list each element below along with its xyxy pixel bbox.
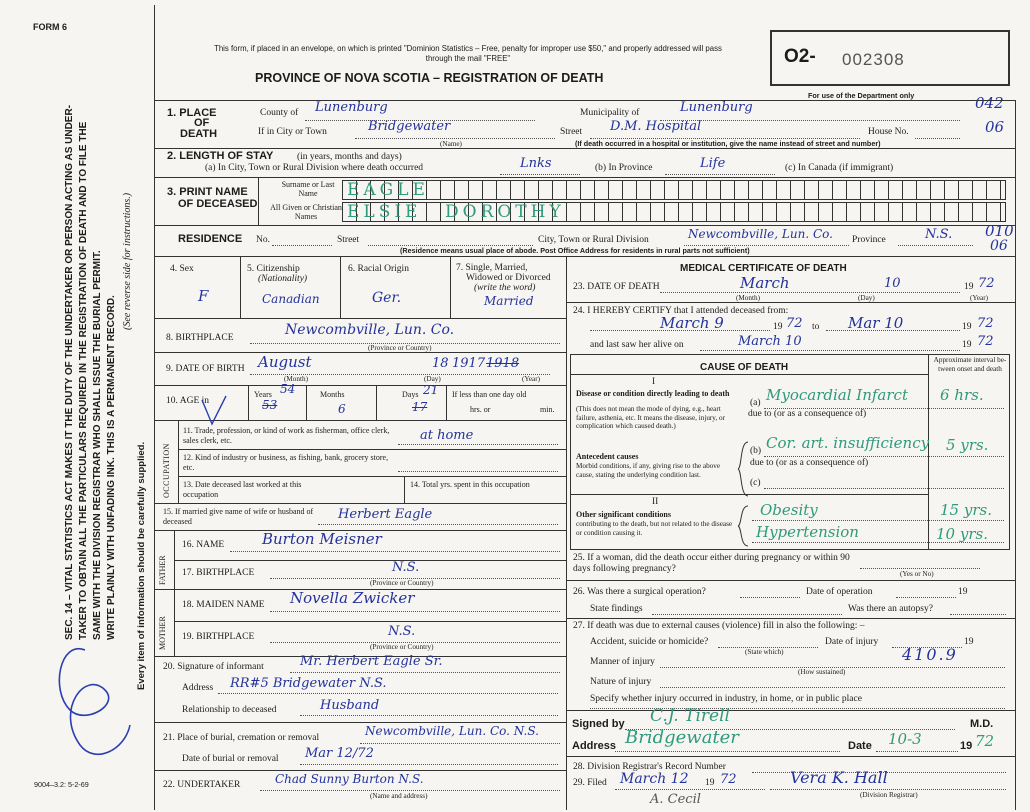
- certify-from: March 9: [660, 314, 724, 332]
- page-title: PROVINCE OF NOVA SCOTIA – REGISTRATION OF DEATH: [255, 71, 604, 85]
- residence-label: RESIDENCE: [178, 233, 243, 245]
- cause-a-interval: 6 hrs.: [940, 386, 984, 404]
- other-1-interval: 15 yrs.: [940, 501, 992, 519]
- form-left-border: [154, 5, 155, 810]
- father-side-label: FATHER: [158, 555, 167, 585]
- divider: [340, 256, 341, 318]
- burial-place-line: [360, 743, 560, 744]
- residence-street-label: Street: [337, 235, 360, 245]
- interval-label: Approximate interval be-tween onset and death: [933, 356, 1007, 373]
- occupation-q14: 14. Total yrs. spent in this occupation: [410, 480, 530, 489]
- q25-caption: (Yes or No): [900, 570, 934, 578]
- dod-day-caption: (Day): [858, 294, 875, 302]
- divider: [446, 385, 447, 420]
- reg-prefix: O2-: [784, 46, 816, 67]
- certify-label: 24. I HEREBY CERTIFY that I attended deceased from:: [573, 306, 789, 316]
- q26-line: [740, 597, 800, 598]
- occupation-a12-line: [398, 471, 558, 472]
- place-label-1: 1. PLACE: [167, 107, 217, 119]
- dob-label: 9. DATE OF BIRTH: [166, 364, 245, 374]
- marital-label-3: (write the word): [474, 283, 536, 293]
- burial-place-label: 21. Place of burial, cremation or removal: [163, 733, 320, 743]
- age-years: 54: [280, 382, 296, 396]
- age-less-label: If less than one day old: [452, 390, 527, 399]
- divider: [178, 449, 566, 450]
- dod-year-caption: (Year): [970, 294, 989, 302]
- residence-city-value: Newcombville, Lun. Co.: [688, 227, 833, 241]
- dob-day: 18: [432, 356, 449, 371]
- surname-boxes: [342, 180, 1006, 200]
- state-findings-line: [652, 614, 842, 615]
- citizenship-sub: (Nationality): [258, 274, 308, 284]
- father-birthplace-caption: (Province or Country): [370, 579, 434, 587]
- divider: [174, 530, 175, 656]
- municipality-value: Lunenburg: [680, 100, 753, 115]
- racial-label: 6. Racial Origin: [348, 264, 409, 274]
- column-divider: [566, 256, 567, 810]
- surname-label: Surname or Last Name: [281, 180, 335, 198]
- birthplace-caption: (Province or Country): [368, 344, 432, 352]
- cause-c-label: (c): [750, 478, 761, 488]
- certify-to-year: 72: [977, 316, 994, 331]
- occupation-q13: 13. Date deceased last worked at this occupation: [183, 480, 302, 499]
- divider: [570, 494, 928, 495]
- other-note: contributing to the death, but not related to the disease or condition causing it.: [576, 520, 733, 537]
- registration-number-box: [770, 30, 1010, 86]
- sig-date-value: 10-3: [888, 730, 922, 748]
- md-label: M.D.: [970, 718, 994, 730]
- divider: [154, 256, 1016, 257]
- mother-maiden-value: Novella Zwicker: [290, 589, 415, 607]
- divider: [154, 503, 566, 504]
- spouse-line: [318, 524, 558, 525]
- q27-label: 27. If death was due to external causes (violence) fill in also the following: –: [573, 621, 865, 631]
- handwritten-mark-icon: [25, 630, 155, 770]
- residence-no-line: [272, 245, 332, 246]
- antecedent-note: Morbid conditions, if any, giving rise to the above cause, stating the underlying condition last.: [576, 462, 721, 479]
- informant-addr-label: Address: [182, 683, 214, 693]
- city-value: Bridgewater: [368, 119, 451, 134]
- dept-code-2: 06: [985, 118, 1005, 136]
- sig-year: 72: [975, 732, 995, 750]
- dod-day: 10: [884, 276, 901, 291]
- manner-caption: (How sustained): [798, 668, 846, 676]
- sex-value: F: [198, 287, 209, 305]
- divider: [240, 256, 241, 318]
- other-title: Other significant conditions: [576, 510, 671, 519]
- sig-addr-label: Address: [572, 740, 617, 752]
- signed-label: Signed by: [572, 718, 625, 730]
- mother-side-label: MOTHER: [158, 616, 167, 650]
- street-label: Street: [560, 127, 583, 137]
- marital-label-1: 7. Single, Married,: [456, 263, 528, 273]
- place-label-2: OF: [194, 117, 210, 129]
- autopsy-line: [950, 614, 1006, 615]
- divider: [566, 302, 1015, 303]
- manner-label: Manner of injury: [590, 657, 655, 667]
- disease-title: Disease or condition directly leading to death: [576, 389, 730, 398]
- filed-year-prefix: 19: [705, 778, 715, 788]
- cause-b-line: [764, 456, 1004, 457]
- antecedent-title: Antecedent causes: [576, 452, 639, 461]
- dod-month: March: [740, 274, 790, 292]
- divider: [154, 770, 566, 771]
- name-caption: (Name): [440, 140, 462, 148]
- dept-code-4: 06: [990, 238, 1008, 254]
- age-label: 10. AGE in: [166, 396, 210, 406]
- q26-date-line: [896, 597, 956, 598]
- lastsaw-year-prefix: 19: [962, 340, 972, 350]
- other-2-interval: 10 yrs.: [936, 525, 988, 543]
- dob-day-caption: (Day): [424, 375, 441, 383]
- divider: [178, 420, 179, 503]
- divider: [178, 476, 566, 477]
- side-text-6: Every item of information should be carefully supplied.: [136, 441, 147, 690]
- cause-dueto-2: due to (or as a consequence of): [750, 458, 869, 468]
- bracket-icon: [736, 440, 750, 498]
- stay-label: 2. LENGTH OF STAY: [167, 150, 274, 162]
- stay-line-b: (b) In Province: [595, 163, 653, 173]
- given-name-value-1: ELSIE: [347, 202, 422, 222]
- q26-date-label: Date of operation: [806, 587, 873, 597]
- hospital-note: (If death occurred in a hospital or institution, give the name instead of street and number): [575, 139, 881, 148]
- dept-use-label: For use of the Department only: [808, 91, 915, 100]
- divider: [566, 580, 1015, 581]
- filed-value: March 12: [620, 771, 689, 787]
- nature-label: Nature of injury: [590, 677, 652, 687]
- certify-from-year-prefix: 19: [773, 322, 783, 332]
- mother-maiden-label: 18. MAIDEN NAME: [182, 600, 265, 610]
- residence-province-line: [898, 245, 973, 246]
- form-number: FORM 6: [33, 22, 68, 32]
- certify-to-year-prefix: 19: [962, 322, 972, 332]
- deceased-label-1: 3. PRINT NAME: [167, 186, 248, 198]
- medical-title: MEDICAL CERTIFICATE OF DEATH: [680, 263, 847, 274]
- divider: [306, 385, 307, 420]
- dod-label: 23. DATE OF DEATH: [573, 282, 660, 292]
- stay-a-line: [500, 174, 580, 175]
- form-right-border: [1015, 100, 1016, 810]
- lastsaw-value: March 10: [738, 334, 802, 349]
- sig-year-prefix: 19: [960, 740, 973, 752]
- given-label: All Given or Christian Names: [270, 203, 342, 221]
- cause-title: CAUSE OF DEATH: [700, 362, 789, 373]
- certify-to: Mar 10: [848, 314, 904, 332]
- cause-b-label: (b): [750, 446, 762, 456]
- street-value: D.M. Hospital: [610, 119, 702, 134]
- stay-b-value: Life: [700, 156, 726, 171]
- municipality-line: [660, 120, 960, 121]
- municipality-label: Municipality of: [580, 108, 640, 118]
- q25-line: [860, 568, 980, 569]
- mother-birthplace-caption: (Province or Country): [370, 643, 434, 651]
- accident-label: Accident, suicide or homicide?: [590, 637, 709, 647]
- side-text-4: WRITE PLAINLY WITH UNFADING INK. THIS IS A PERMANENT RECORD.: [106, 295, 117, 640]
- informant-addr-line: [218, 693, 558, 694]
- divider: [450, 256, 451, 318]
- divider: [154, 177, 1016, 178]
- divider: [566, 710, 1015, 711]
- divider: [566, 756, 1015, 757]
- lastsaw-label: and last saw her alive on: [590, 340, 684, 350]
- father-name-label: 16. NAME: [182, 540, 225, 550]
- cause-b-value: Cor. art. insufficiency: [766, 434, 930, 452]
- mother-maiden-line: [270, 611, 560, 612]
- divider: [566, 618, 1015, 619]
- father-name-line: [230, 551, 560, 552]
- informant-sig-label: 20. Signature of informant: [163, 662, 264, 672]
- house-line: [915, 138, 960, 139]
- divider: [570, 374, 928, 375]
- occupation-side-label: OCCUPATION: [162, 443, 171, 498]
- deceased-label-2: OF DECEASED: [178, 198, 258, 210]
- dod-line: [660, 292, 960, 293]
- burial-place-value: Newcombville, Lun. Co. N.S.: [365, 724, 539, 738]
- dob-year-struck: 1918: [486, 356, 520, 371]
- city-line: [355, 138, 555, 139]
- q29-label: 29. Filed: [573, 778, 607, 788]
- q28-label: 28. Division Registrar's Record Number: [573, 762, 726, 772]
- mother-birthplace-label: 19. BIRTHPLACE: [182, 632, 255, 642]
- age-hrs-label: hrs. or: [470, 405, 491, 414]
- lastsaw-year: 72: [977, 334, 994, 349]
- spouse-value: Herbert Eagle: [338, 507, 433, 522]
- other-1-value: Obesity: [760, 501, 818, 519]
- other-1-line: [752, 520, 1004, 521]
- mail-notice: This form, if placed in an envelope, on which is printed "Dominion Statistics – Free, penalty for improper use $50," and properly addressed will pass through the mail "FREE": [214, 44, 722, 63]
- informant-rel-value: Husband: [320, 698, 380, 713]
- citizenship-value: Canadian: [262, 292, 320, 306]
- divider: [154, 225, 1016, 226]
- bracket-icon: [736, 504, 750, 548]
- mother-birthplace-value: N.S.: [388, 624, 416, 639]
- undertaker-label: 22. UNDERTAKER: [163, 780, 241, 790]
- residence-no-label: No.: [256, 235, 270, 245]
- icd-code: 410.9: [902, 645, 958, 664]
- age-years-label: Years: [254, 390, 272, 399]
- occupation-q12: 12. Kind of industry or business, as fishing, bank, grocery store, etc.: [183, 453, 389, 472]
- stay-line-a: (a) In City, Town or Rural Division where death occurred: [205, 163, 424, 173]
- certify-to-label: to: [812, 322, 820, 332]
- injury-date-label: Date of injury: [825, 637, 879, 647]
- reg-number: 002308: [842, 50, 905, 69]
- cause-part-2: II: [652, 497, 659, 507]
- divider: [174, 560, 566, 561]
- registrar-caption: (Division Registrar): [860, 791, 918, 799]
- divider: [258, 177, 259, 225]
- sig-date-line: [876, 751, 958, 752]
- given-name-boxes: [342, 202, 1006, 222]
- house-label: House No.: [868, 127, 909, 137]
- other-2-value: Hypertension: [756, 523, 859, 541]
- divider: [154, 148, 1016, 149]
- occupation-a11: at home: [420, 428, 474, 443]
- sig-addr-value: Bridgewater: [625, 727, 739, 748]
- divider: [248, 385, 249, 420]
- registrar-line: [770, 789, 1006, 790]
- age-days-struck: 17: [412, 400, 428, 414]
- sig-date-label: Date: [848, 740, 872, 752]
- divider: [154, 352, 566, 353]
- city-label: If in City or Town: [258, 127, 327, 137]
- age-days: 21: [423, 383, 439, 397]
- cause-c-line: [764, 488, 1004, 489]
- age-months: 6: [338, 402, 346, 416]
- given-name-value-2: DOROTHY: [445, 202, 565, 222]
- autopsy-label: Was there an autopsy?: [848, 604, 933, 614]
- sig-addr-line: [615, 751, 840, 752]
- county-value: Lunenburg: [315, 100, 388, 115]
- informant-addr-value: RR#5 Bridgewater N.S.: [230, 676, 387, 691]
- sex-label: 4. Sex: [170, 264, 194, 274]
- print-code: 9004–3.2: 5-2-69: [34, 780, 89, 789]
- residence-note: (Residence means usual place of abode. Post Office Address for residents in rural parts not sufficient): [400, 246, 750, 255]
- birthplace-value: Newcombville, Lun. Co.: [285, 322, 455, 338]
- signed-value: C.J. Tirell: [650, 706, 730, 726]
- father-name-value: Burton Meisner: [262, 530, 382, 548]
- divider: [376, 385, 377, 420]
- disease-note: (This does not mean the mode of dying, e.g., heart failure, asthenia, etc. It means the disease, injury, or complication which caused death.): [576, 405, 726, 430]
- dod-year: 72: [978, 276, 995, 291]
- registrar-value: Vera K. Hall: [790, 768, 888, 787]
- divider: [154, 385, 566, 386]
- q25-label: 25. If a woman, did the death occur either during pregnancy or within 90 days following pregnancy?: [573, 553, 850, 574]
- age-min-label: min.: [540, 405, 555, 414]
- stay-line-c: (c) In Canada (if immigrant): [785, 163, 894, 173]
- lastsaw-line: [700, 350, 960, 351]
- birthplace-label: 8. BIRTHPLACE: [166, 333, 234, 343]
- father-birthplace-label: 17. BIRTHPLACE: [182, 568, 255, 578]
- informant-rel-label: Relationship to deceased: [182, 705, 277, 715]
- cause-dueto-1: due to (or as a consequence of): [748, 409, 867, 419]
- dob-month-caption: (Month): [284, 375, 308, 383]
- burial-date-line: [300, 764, 558, 765]
- residence-province-value: N.S.: [925, 227, 953, 242]
- residence-province-label: Province: [852, 235, 886, 245]
- side-text-1: SEC. 14 – VITAL STATISTICS ACT MAKES IT THE DUTY OF THE UNDERTAKER OR PERSON ACTING AS UNDER-: [64, 104, 75, 640]
- side-text-2: TAKER TO OBTAIN ALL THE PARTICULARS REQUIRED IN THE REGISTRATION OF DEATH AND TO FILE THE: [78, 121, 89, 640]
- dept-code-1: 042: [975, 94, 1004, 112]
- undertaker-caption: (Name and address): [370, 792, 428, 800]
- residence-city-label: City, Town or Rural Division: [538, 235, 649, 245]
- place-label-3: DEATH: [180, 128, 218, 140]
- dept-code-3: 010: [985, 222, 1014, 240]
- state-findings-label: State findings: [590, 604, 643, 614]
- age-days-label: Days: [402, 390, 419, 399]
- q26-label: 26. Was there a surgical operation?: [573, 587, 706, 597]
- side-text-3: SAME WITH THE DIVISION REGISTRAR WHO SHALL ISSUE THE BURIAL PERMIT.: [92, 250, 103, 640]
- burial-date-label: Date of burial or removal: [182, 754, 279, 764]
- marital-label-2: Widowed or Divorced: [466, 273, 551, 283]
- father-birthplace-value: N.S.: [392, 560, 420, 575]
- spouse-label: 15. If married give name of wife or husband of deceased: [163, 507, 314, 526]
- dob-year: 1917: [452, 356, 486, 371]
- specify-label: Specify whether injury occurred in industry, in home, or in public place: [590, 694, 862, 704]
- informant-rel-line: [300, 715, 558, 716]
- dob-month: August: [258, 353, 312, 371]
- divider: [154, 318, 566, 319]
- dod-year-prefix: 19: [964, 282, 974, 292]
- filed-year: 72: [720, 772, 737, 787]
- accident-caption: (State which): [745, 648, 784, 656]
- undertaker-line: [260, 790, 560, 791]
- informant-sig-line: [290, 672, 560, 673]
- stay-a-value: Lnks: [520, 156, 552, 171]
- stay-sub: (in years, months and days): [297, 152, 402, 162]
- side-text-5: (See reverse side for instructions.): [122, 192, 133, 330]
- burial-date-value: Mar 12/72: [305, 746, 374, 761]
- county-label: County of: [260, 108, 299, 118]
- informant-sig-value: Mr. Herbert Eagle Sr.: [300, 654, 443, 669]
- cause-a-label: (a): [750, 398, 761, 408]
- dob-year-caption: (Year): [522, 375, 541, 383]
- occupation-q11: 11. Trade, profession, or kind of work as fisherman, office clerk, sales clerk, etc.: [183, 426, 390, 445]
- nature-line: [660, 687, 1005, 688]
- surname-value: EAGLE: [347, 180, 429, 200]
- marital-value: Married: [484, 294, 534, 308]
- cause-a-value: Myocardial Infarct: [766, 386, 908, 404]
- q26-year-prefix: 19: [958, 587, 968, 597]
- certify-from-year: 72: [786, 316, 803, 331]
- cause-part-1: I: [652, 377, 656, 387]
- injury-year-prefix: 19: [964, 637, 974, 647]
- undertaker-value: Chad Sunny Burton N.S.: [275, 772, 424, 786]
- checkmark-icon: [200, 394, 230, 428]
- racial-value: Ger.: [372, 290, 402, 306]
- cause-b-interval: 5 yrs.: [946, 436, 989, 454]
- divider: [174, 621, 566, 622]
- divider: [154, 722, 566, 723]
- divider: [404, 476, 405, 503]
- stay-b-line: [665, 174, 775, 175]
- citizenship-label: 5. Citizenship: [247, 264, 300, 274]
- occupation-a11-line: [398, 444, 558, 445]
- filed-line: [615, 789, 765, 790]
- age-months-label: Months: [320, 390, 345, 399]
- dod-month-caption: (Month): [736, 294, 760, 302]
- age-years-struck: 53: [262, 398, 278, 412]
- extra-signature: A. Cecil: [650, 792, 701, 807]
- divider: [154, 100, 1016, 101]
